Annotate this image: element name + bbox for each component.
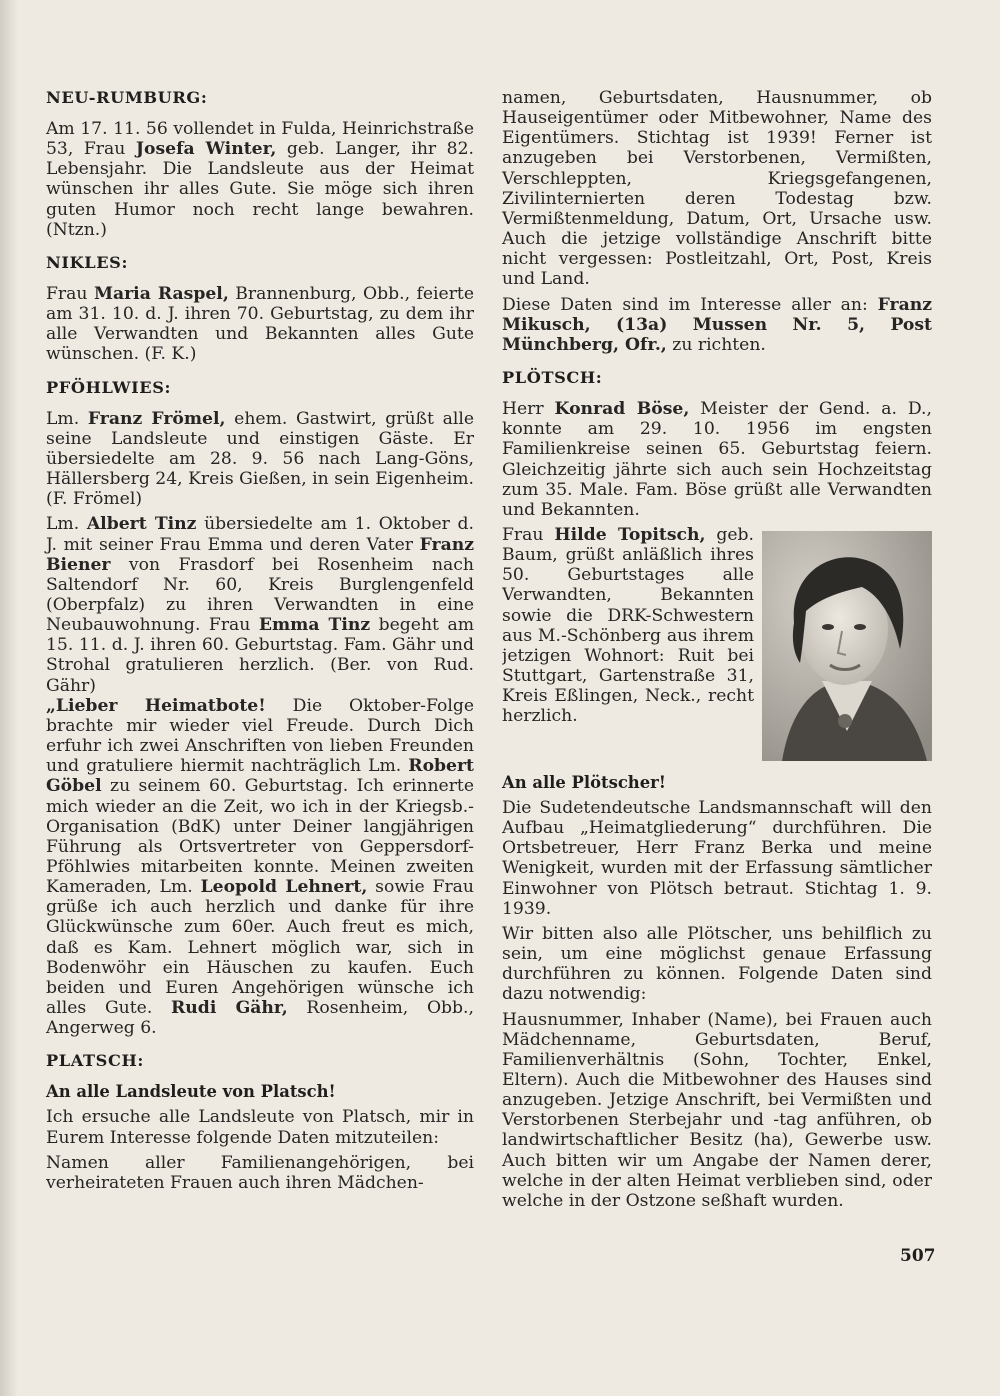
page-fold-shadow bbox=[0, 0, 18, 1396]
section-heading-nikles: NIKLES: bbox=[46, 252, 129, 272]
paragraph-platsch-names: Namen aller Familienangehörigen, bei verheirateten Frauen auch ihren Mädchen- bbox=[46, 1152, 474, 1193]
page-number: 507 bbox=[900, 1246, 936, 1266]
paragraph-ploetsch-data-list: Hausnummer, Inhaber (Name), bei Frauen auch Mädchenname, Geburtsdaten, Beruf, Familienverhältnis (Sohn, Tochter, Enkel, Eltern). Auch die Mitbewohner des Hauses sind anzugeben. Jetzige Anschrift, bei Vermißten und Verstorbenen Sterbejahr und -tag anführen, ob landwirtschaftlicher Besitz (ha), Gewerbe usw. Auch bitten wir um Angabe der Namen derer, welche in der alten Heimat verblieben sind, oder welche in der Ostzone seßhaft wurden. bbox=[502, 1009, 932, 1211]
paragraph-platsch-continued: namen, Geburtsdaten, Hausnummer, ob Hauseigentümer oder Mitbewohner, Name des Eigentümers. Stichtag ist 1939! Ferner ist anzugeben bei Verstorbenen, Vermißten, Verschleppten, Kriegsgefangenen, Zivilinternierten deren Todestag bzw. Vermißtenmeldung, Datum, Ort, Ursache usw. Auch die jetzige vollständige Anschrift bitte nicht vergessen: Postleitzahl, Ort, Post, Kreis und Land. bbox=[502, 88, 932, 290]
left-column bbox=[46, 88, 474, 1198]
section-heading-ploetsch: PLÖTSCH: bbox=[502, 368, 603, 388]
section-heading-pfoehlwies: PFÖHLWIES: bbox=[46, 377, 172, 397]
topitsch-block bbox=[502, 525, 932, 765]
subheading-platsch-appeal: An alle Landsleute von Platsch! bbox=[46, 1082, 336, 1102]
paragraph-pfoehlwies-tinz: Lm. Albert Tinz übersiedelte am 1. Oktober d. J. mit seiner Frau Emma und deren Vater Franz Biener von Frasdorf bei Rosenheim nach Saltendorf Nr. 60, Kreis Burglengenfeld (Oberpfalz) zu ihren Verwandten in eine Neubauwohnung. Frau Emma Tinz begeht am 15. 11. d. J. ihren 60. Geburtstag. Fam. Gähr und Strohal gratulieren herzlich. (Ber. von Rud. Gähr) bbox=[46, 514, 475, 696]
portrait-photo bbox=[762, 531, 932, 761]
portrait-photo-image bbox=[762, 531, 932, 761]
right-column bbox=[502, 88, 932, 1216]
paragraph-ploetsch-landsmannschaft: Die Sudetendeutsche Landsmannschaft will den Aufbau „Heimatgliederung“ durchführen. Die Ortsbetreuer, Herr Franz Berka und meine Wenigkeit, wurden mit der Erfassung sämtlicher Einwohner von Plötsch betraut. Stichtag 1. 9. 1939. bbox=[502, 797, 932, 919]
paragraph-nikles: Frau Maria Raspel, Brannenburg, Obb., feierte am 31. 10. d. J. ihren 70. Geburtstag, zu dem ihr alle Verwandten und Bekannten alles Gute wünschen. (F. K.) bbox=[46, 283, 475, 365]
paragraph-neu-rumburg: Am 17. 11. 56 vollendet in Fulda, Heinrichstraße 53, Frau Josefa Winter, geb. Langer, ihr 82. Lebensjahr. Die Landsleute aus der Heimat wünschen ihr alles Gute. Sie möge sich ihren guten Humor noch recht lange bewahren. (Ntzn.) bbox=[46, 119, 474, 240]
section-heading-platsch: PLATSCH: bbox=[46, 1051, 144, 1071]
paragraph-ploetsch-request: Wir bitten also alle Plötscher, uns behilflich zu sein, um eine möglichst genaue Erfassung durchführen zu können. Folgende Daten sind dazu notwendig: bbox=[502, 923, 932, 1005]
paragraph-ploetsch-boese: Herr Konrad Böse, Meister der Gend. a. D., konnte am 29. 10. 1956 im engsten Familienkreise seinen 65. Geburtstag feiern. Gleichzeitig jährte sich auch sein Hochzeitstag zum 35. Male. Fam. Böse grüßt alle Verwandten und Bekannten. bbox=[502, 399, 932, 520]
subheading-ploetsch-appeal: An alle Plötscher! bbox=[502, 772, 666, 792]
paragraph-pfoehlwies-froemel: Lm. Franz Frömel, ehem. Gastwirt, grüßt alle seine Landsleute und einstigen Gäste. Er übersiedelte am 28. 9. 56 nach Lang-Göns, Hällersberg 24, Kreis Gießen, in sein Eigenheim. (F. Frömel) bbox=[46, 408, 475, 510]
paragraph-platsch-contact: Diese Daten sind im Interesse aller an: Franz Mikusch, (13a) Mussen Nr. 5, Post Münchberg, Ofr., zu richten. bbox=[502, 294, 932, 355]
section-heading-neu-rumburg: NEU-RUMBURG: bbox=[46, 88, 208, 107]
paragraph-pfoehlwies-letter: „Lieber Heimatbote! Die Oktober-Folge brachte mir wieder viel Freude. Durch Dich erfuhr ich zwei Anschriften von lieben Freunden und gratuliere hiermit nachträglich Lm. Robert Göbel zu seinem 60. Geburtstag. Ich erinnerte mich wieder an die Zeit, wo ich in der Kriegsb.-Organisation (BdK) unter Deiner langjährigen Führung als Ortsvertreter von Geppersdorf-Pföhlwies mitarbeiten konnte. Meinen zweiten Kameraden, Lm. Leopold Lehnert, sowie Frau grüße ich auch herzlich und danke für ihre Glückwünsche zum 60er. Auch freut es mich, daß es Kam. Lehnert möglich war, sich in Bodenwöhr ein Häuschen zu kaufen. Euch beiden und Euren Angehörigen wünsche ich alles Gute. Rudi Gähr, Rosenheim, Obb., Angerweg 6. bbox=[46, 695, 474, 1039]
paragraph-ploetsch-topitsch: Frau Hilde Topitsch, geb. Baum, grüßt anläßlich ihres 50. Geburtstages alle Verwandten, Bekannten sowie die DRK-Schwestern aus M.-Schönberg aus ihrem jetzigen Wohnort: Ruit bei Stuttgart, Gartenstraße 31, Kreis Eßlingen, Neck., recht herzlich. bbox=[502, 524, 755, 727]
paragraph-platsch-request: Ich ersuche alle Landsleute von Platsch, mir in Eurem Interesse folgende Daten mitzuteilen: bbox=[46, 1107, 474, 1148]
